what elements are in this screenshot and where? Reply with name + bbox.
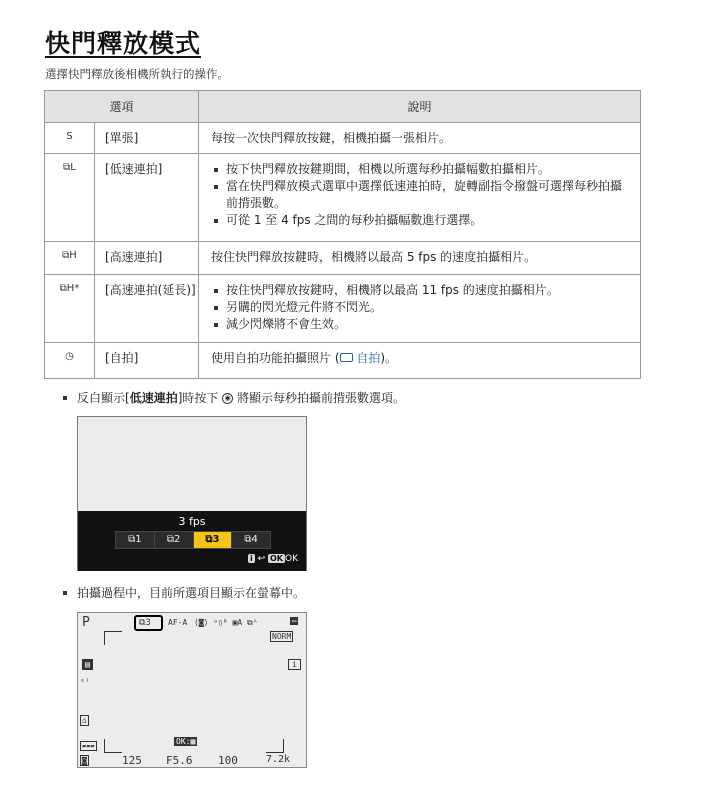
option-name: [高速連拍]	[95, 242, 199, 275]
image-quality: NORM	[272, 632, 292, 641]
info-icon: i	[249, 554, 253, 563]
status-icons: ⟨◙⟩ ᵊ▯ᴮ ▣A ⧉ᴬ	[194, 618, 258, 627]
back-icon: ↩	[257, 554, 266, 564]
iso-sensitivity: 100	[218, 754, 238, 767]
note-low-speed	[64, 389, 405, 406]
af-mode: AF-A	[168, 618, 188, 627]
option-name: [自拍]	[95, 343, 199, 379]
ok-label: OK	[285, 554, 298, 564]
list-item: 按下快門釋放按鍵期間，相機以所選每秒拍攝幅數拍攝相片。	[211, 161, 630, 178]
option-name: [單張]	[95, 123, 199, 154]
continuous-high-icon: ⧉H	[45, 242, 95, 275]
metering-icon: ◙	[82, 756, 87, 765]
note-middle: ]時按下	[177, 391, 223, 405]
photo-mode-icon: ▤	[82, 659, 93, 670]
table-row	[45, 242, 641, 275]
exposure-mode: P	[82, 615, 90, 630]
vibration-icon: ᵉ⁾	[80, 677, 90, 686]
table-row	[45, 154, 641, 242]
desc-suffix: )。	[380, 351, 398, 365]
page-title: 快門釋放模式	[45, 29, 202, 58]
page-subtitle: 選擇快門釋放後相機所執行的操作。	[45, 67, 229, 81]
fps-label: 3 fps	[178, 515, 206, 528]
aperture: F5.6	[166, 754, 193, 767]
desc-prefix: 使用自拍功能拍攝照片 (	[211, 351, 340, 365]
fps-option-4[interactable]: ⧉4	[244, 534, 258, 545]
note-bold: 低速連拍	[129, 391, 178, 405]
info-icon: i	[288, 659, 301, 670]
link-label: 自拍	[356, 351, 381, 365]
shutter-speed: 125	[122, 754, 142, 767]
ok-button-icon: OK	[270, 554, 283, 563]
card-icon: ▭	[292, 617, 297, 625]
note-suffix: 將顯示每秒拍攝前揹張數選項。	[233, 391, 406, 405]
af-frame-corner	[104, 739, 122, 753]
battery-icon: ▰▰▰	[82, 742, 95, 750]
note-during-shooting	[64, 584, 305, 601]
multi-selector-center-icon: ◉	[222, 393, 233, 404]
drive-mode-indicator: ⧉3	[139, 618, 151, 628]
self-timer-icon: ◷	[45, 343, 95, 379]
remaining-shots: 7.2k	[266, 754, 291, 765]
af-frame-corner	[104, 631, 122, 645]
screen-footer	[248, 554, 298, 564]
option-name: [高速連拍(延長)]	[95, 275, 199, 343]
single-frame-icon: S	[45, 123, 95, 154]
list-item: 當在快門釋放模式選單中選擇低速連拍時，旋轉副指令撥盤可選擇每秒拍攝前揹張數。	[211, 178, 630, 212]
option-description	[199, 154, 641, 242]
option-description: 每按一次快門釋放按鍵，相機拍攝一張相片。	[199, 123, 641, 154]
fps-selection-bar	[78, 511, 306, 571]
header-option: 選項	[45, 91, 199, 123]
self-timer-link[interactable]	[340, 351, 381, 365]
list-item: 按住快門釋放按鍵時，相機將以最高 11 fps 的速度拍攝相片。	[211, 282, 630, 299]
note-prefix: 反白顯示[	[77, 391, 130, 405]
fps-option-2[interactable]: ⧉2	[155, 532, 194, 548]
fps-selection-screen	[77, 416, 307, 571]
header-description: 說明	[199, 91, 641, 123]
touch-icon: ⌂	[82, 716, 87, 725]
continuous-high-extended-icon: ⧉H*	[45, 275, 95, 343]
option-description	[199, 343, 641, 379]
list-item: 可從 1 至 4 fps 之間的每秒拍攝幅數進行選擇。	[211, 212, 630, 229]
table-row	[45, 275, 641, 343]
option-description	[199, 275, 641, 343]
option-name: [低速連拍]	[95, 154, 199, 242]
release-mode-table	[44, 90, 641, 379]
fps-option-1[interactable]: ⧉1	[116, 532, 155, 548]
list-item: 減少閃爍將不會生效。	[211, 316, 630, 333]
fps-option-3[interactable]: ⧉3	[194, 532, 233, 548]
shooting-display	[77, 612, 307, 768]
table-row	[45, 343, 641, 379]
option-description: 按住快門釋放按鍵時，相機將以最高 5 fps 的速度拍攝相片。	[199, 242, 641, 275]
fps-options	[115, 531, 271, 549]
table-header-row	[45, 91, 641, 123]
continuous-low-icon: ⧉L	[45, 154, 95, 242]
book-icon	[340, 353, 353, 362]
ok-zoom-indicator: OK:▦	[176, 737, 196, 746]
note-text: 拍攝過程中，目前所選項目顯示在螢幕中。	[77, 586, 306, 600]
list-item: 另購的閃光燈元件將不閃光。	[211, 299, 630, 316]
af-frame-corner	[266, 739, 284, 753]
table-row	[45, 123, 641, 154]
af-frame-corner	[264, 631, 282, 645]
